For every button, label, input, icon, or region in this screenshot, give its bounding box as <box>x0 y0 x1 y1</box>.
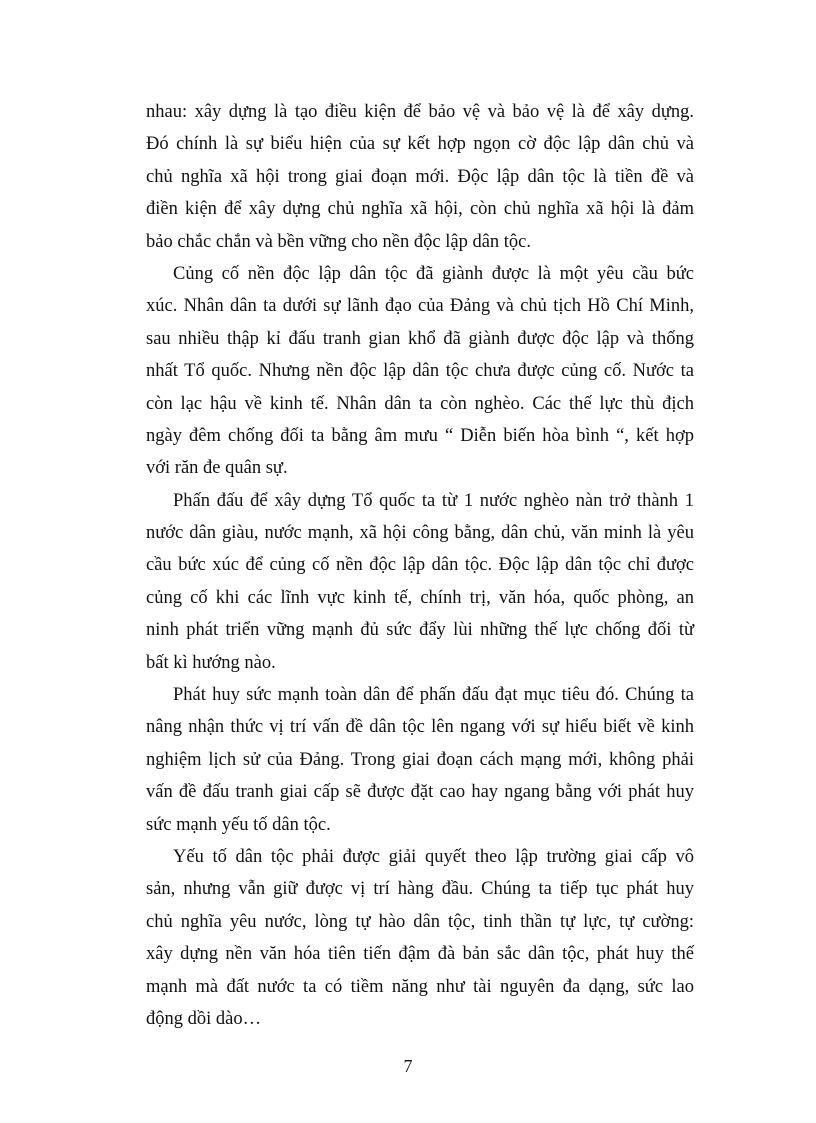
text-line: mạnh mà đất nước ta có tiềm năng như tài nguyên đa dạng, sức lao <box>146 976 694 997</box>
text-line: chủ nghĩa xã hội trong giai đoạn mới. Độc lập dân tộc là tiền đề và <box>146 166 694 187</box>
text-line: củng cố khi các lĩnh vực kinh tế, chính trị, văn hóa, quốc phòng, an <box>146 587 694 608</box>
text-line: vấn đề đấu tranh giai cấp sẽ được đặt cao hay ngang bằng với phát huy <box>146 782 694 803</box>
paragraph-4 <box>146 679 694 841</box>
paragraph-2 <box>146 258 694 485</box>
text-line: cầu bức xúc để củng cố nền độc lập dân tộc. Độc lập dân tộc chỉ được <box>146 555 694 576</box>
text-line: Đó chính là sự biểu hiện của sự kết hợp ngọn cờ độc lập dân chủ và <box>146 134 694 155</box>
paragraph-1 <box>146 96 694 258</box>
text-line: ninh phát triển vững mạnh đủ sức đẩy lùi những thế lực chống đối từ <box>146 620 694 641</box>
page-number: 7 <box>403 1056 413 1076</box>
text-line: sau nhiều thập kỉ đấu tranh gian khổ đã giành được độc lập và thống <box>146 328 694 349</box>
text-line: Phấn đấu để xây dựng Tổ quốc ta từ 1 nước nghèo nàn trở thành 1 <box>173 490 694 511</box>
text-line: sức mạnh yếu tố dân tộc. <box>146 814 331 835</box>
text-line: với răn đe quân sự. <box>146 458 288 479</box>
text-line: bất kì hướng nào. <box>146 652 276 673</box>
text-line: chủ nghĩa yêu nước, lòng tự hào dân tộc, tinh thần tự lực, tự cường: <box>146 911 694 932</box>
text-line: động dồi dào… <box>146 1008 262 1029</box>
text-line: Phát huy sức mạnh toàn dân để phấn đấu đạt mục tiêu đó. Chúng ta <box>173 685 694 706</box>
text-line: nước dân giàu, nước mạnh, xã hội công bằng, dân chủ, văn minh là yêu <box>146 523 694 544</box>
text-line: còn lạc hậu về kinh tế. Nhân dân ta còn nghèo. Các thế lực thù địch <box>146 393 694 414</box>
text-line: sản, nhưng vẫn giữ được vị trí hàng đầu. Chúng ta tiếp tục phát huy <box>146 879 694 900</box>
text-line: Yếu tố dân tộc phải được giải quyết theo lập trường giai cấp vô <box>173 846 694 867</box>
text-line: Củng cố nền độc lập dân tộc đã giành được là một yêu cầu bức <box>173 263 694 284</box>
text-line: ngày đêm chống đối ta bằng âm mưu “ Diễn biến hòa bình “, kết hợp <box>146 425 694 446</box>
document-body <box>146 96 694 1035</box>
text-line: nâng nhận thức vị trí vấn đề dân tộc lên ngang với sự hiểu biết về kinh <box>146 717 694 738</box>
text-line: nhất Tổ quốc. Nhưng nền độc lập dân tộc chưa được củng cố. Nước ta <box>146 361 694 382</box>
text-line: nghiệm lịch sử của Đảng. Trong giai đoạn cách mạng mới, không phải <box>146 749 694 770</box>
text-line: bảo chắc chắn và bền vững cho nền độc lập dân tộc. <box>146 231 532 252</box>
text-line: điền kiện để xây dựng chủ nghĩa xã hội, còn chủ nghĩa xã hội là đảm <box>146 199 694 220</box>
text-line: xúc. Nhân dân ta dưới sự lãnh đạo của Đảng và chủ tịch Hồ Chí Minh, <box>146 296 694 317</box>
text-line: xây dựng nền văn hóa tiên tiến đậm đà bản sắc dân tộc, phát huy thế <box>146 944 694 965</box>
text-line: nhau: xây dựng là tạo điều kiện để bảo vệ và bảo vệ là để xây dựng. <box>146 102 694 122</box>
paragraph-3 <box>146 485 694 679</box>
paragraph-5 <box>146 841 694 1035</box>
